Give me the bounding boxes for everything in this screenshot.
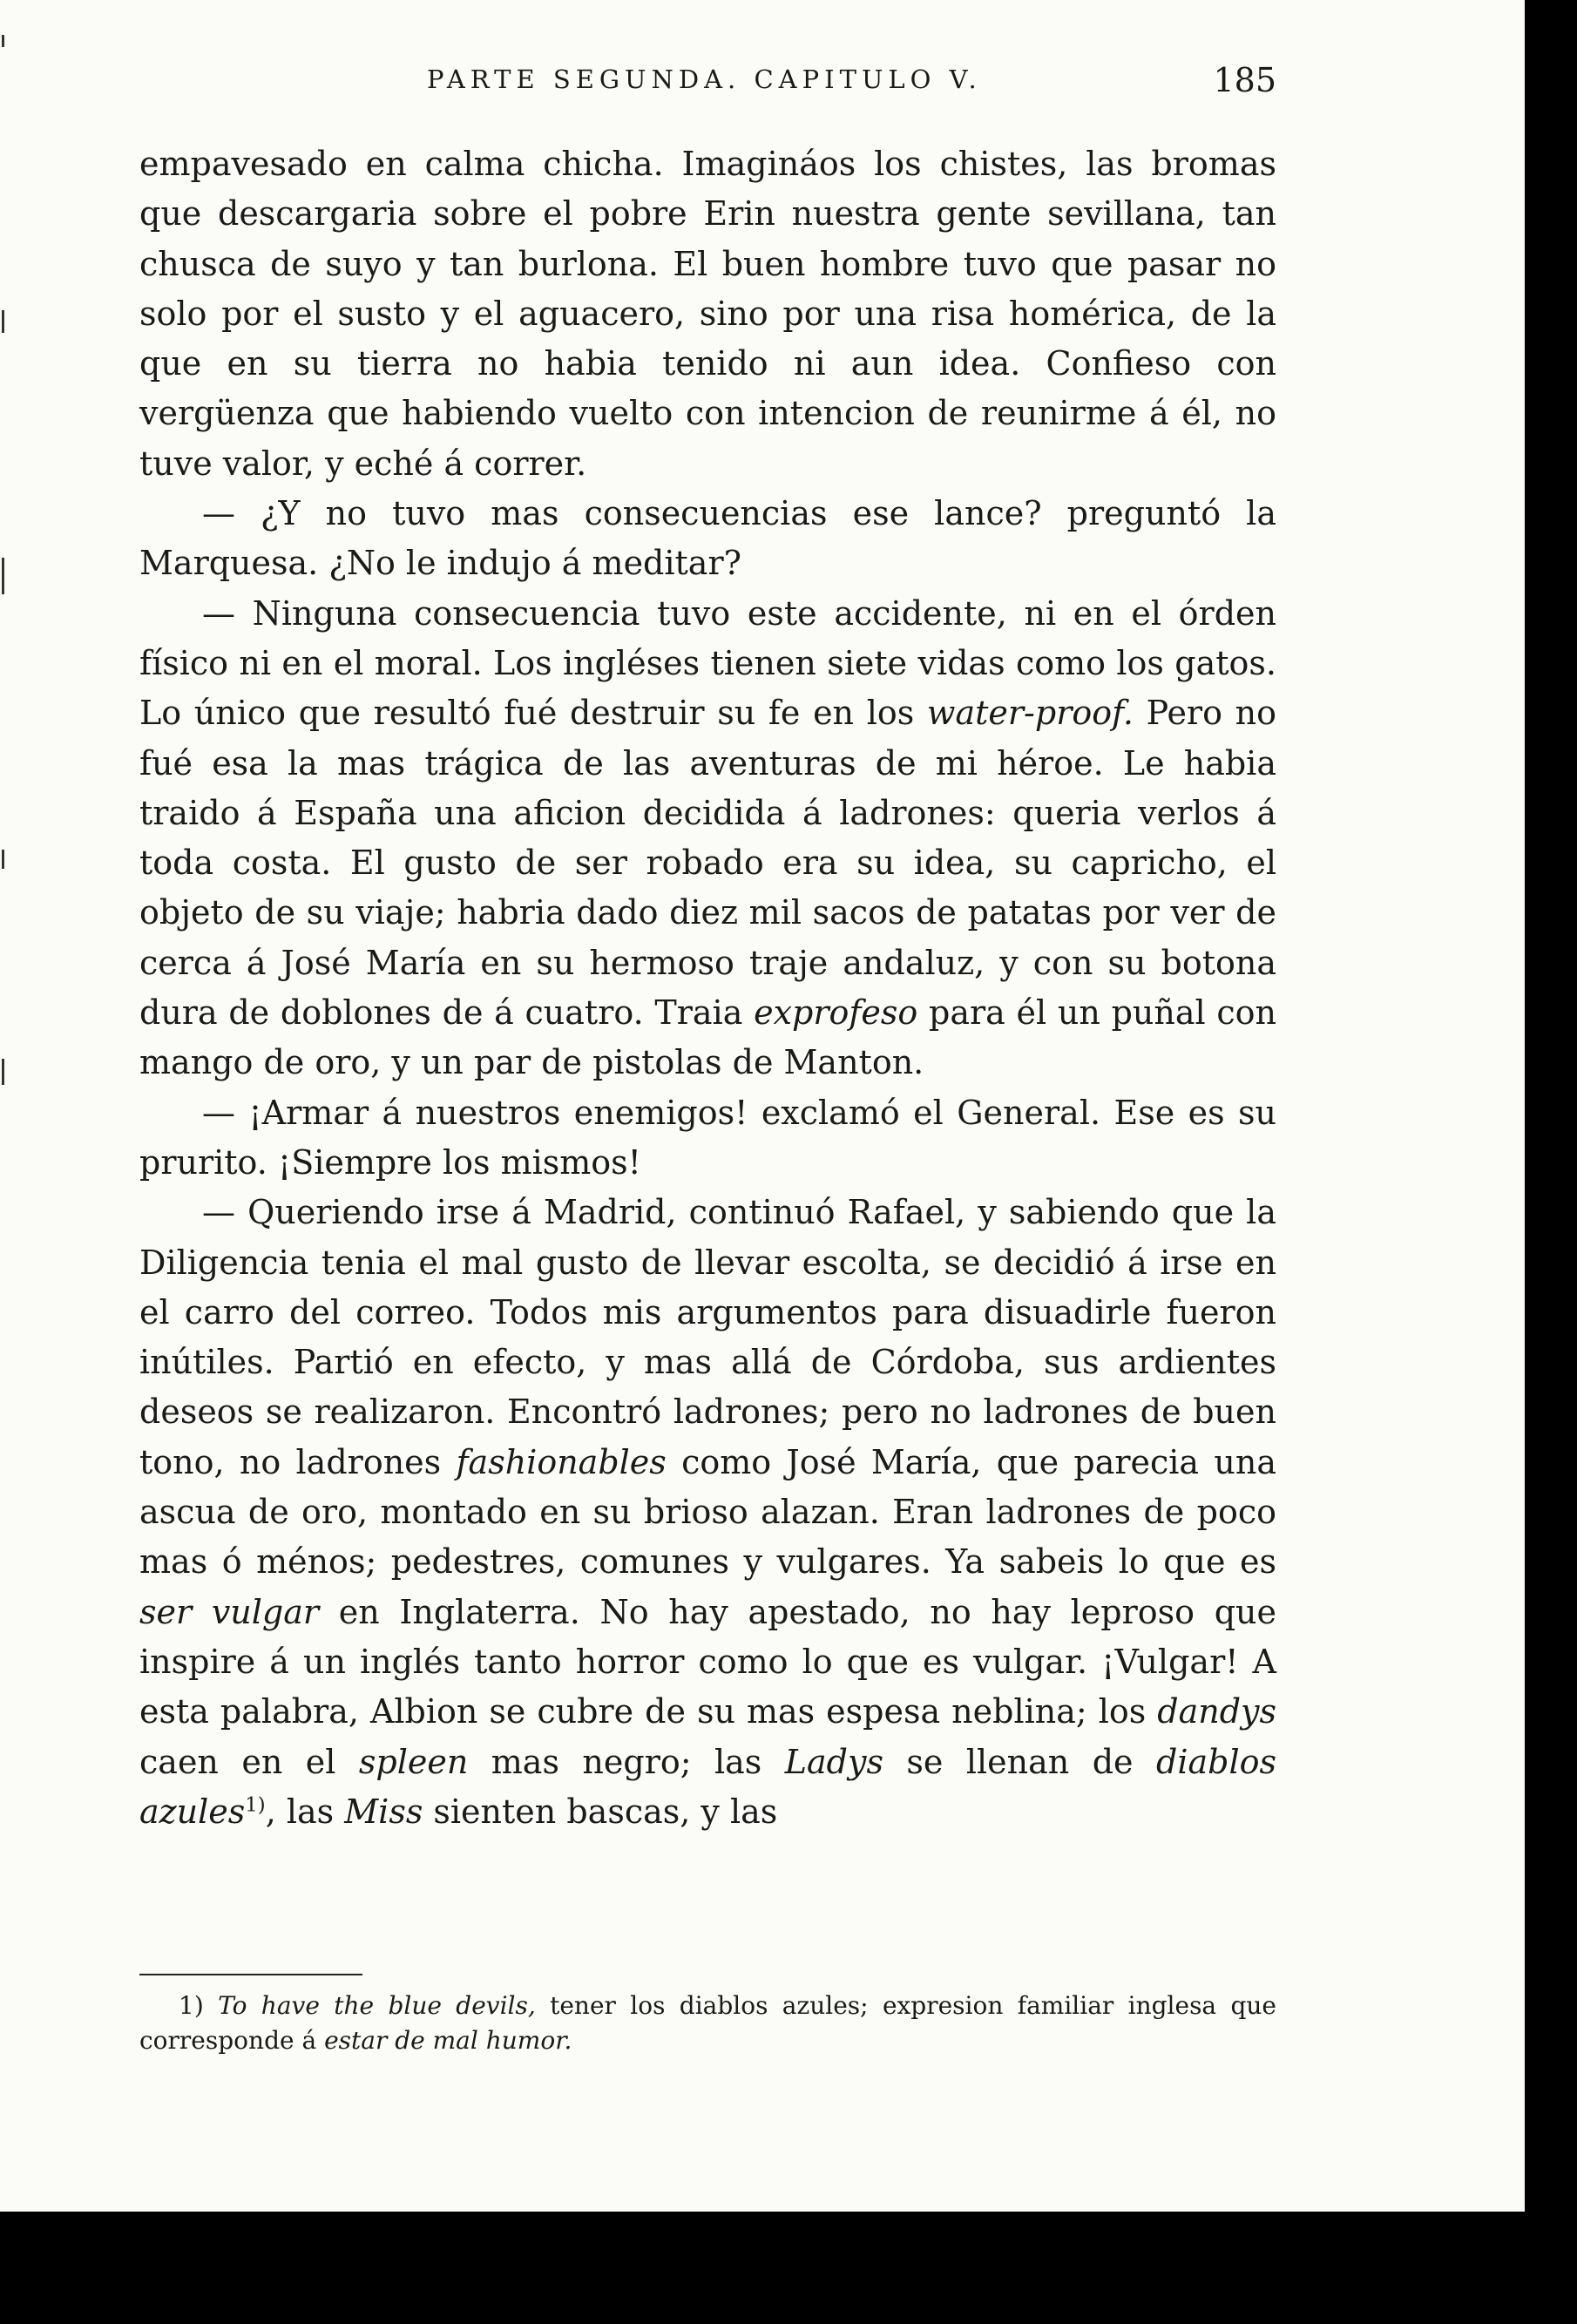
text-run: — Queriendo irse á Madrid, continuó Rafael, y sabiendo que la Diligencia tenia el mal gusto de llevar escolta, se decidió á irse en el carro del correo. Todos mis argumentos para disuadirle fueron inútiles. Partió en efecto, y mas allá de Córdoba, sus ardientes deseos se realizaron. Encontró ladrones; pero no ladrones de buen tono, no ladrones [139, 1193, 1276, 1481]
text-run: — ¿Y no tuvo mas consecuencias ese lance? preguntó la Marquesa. ¿No le indujo á meditar? [139, 494, 1276, 583]
text-run: en Inglaterra. No hay apestado, no hay leproso que inspire á un inglés tanto horror como lo que es vulgar. ¡Vulgar! A esta palabra, Albion se cubre de su mas espesa neblina; los [139, 1592, 1276, 1731]
italic-term: Miss [344, 1792, 423, 1831]
scan-margin-mark [2, 558, 4, 594]
text-run: caen en el [139, 1742, 359, 1781]
italic-term: dandys [1157, 1692, 1276, 1731]
text-run: mas negro; las [468, 1742, 785, 1781]
running-title: PARTE SEGUNDA. CAPITULO V. [427, 64, 982, 94]
italic-term: Ladys [784, 1742, 883, 1781]
paragraph [139, 489, 1276, 589]
scan-margin-mark [2, 35, 4, 47]
text-run: se llenan de [883, 1742, 1156, 1781]
page-number: 185 [1213, 61, 1276, 99]
footnote-text: tener los diablos azules; expresion familiar inglesa que corresponde á [139, 1991, 1276, 2055]
italic-term: ser vulgar [139, 1592, 320, 1631]
scan-margin-mark [2, 1059, 4, 1085]
italic-term: exprofeso [754, 993, 918, 1033]
page-header [139, 61, 1276, 113]
scan-margin-mark [2, 310, 4, 333]
footnote-italic-lead: To have the blue devils, [218, 1991, 536, 2020]
footnote-marker: 1) [179, 1991, 204, 2020]
text-run: , las [265, 1792, 345, 1831]
footnote-italic-tail: estar de mal humor. [324, 2026, 572, 2055]
text-run: — ¡Armar á nuestros enemigos! exclamó el General. Ese es su prurito. ¡Siempre los mismos! [139, 1093, 1276, 1182]
body-text [139, 139, 1276, 1837]
paragraph [139, 1088, 1276, 1189]
scan-margin-mark [2, 850, 4, 869]
footnote-divider [139, 1974, 362, 1975]
text-run: sienten bascas, y las [423, 1792, 778, 1831]
footnote [139, 1989, 1276, 2058]
text-run: como José María, que parecia una ascua de oro, montado en su brioso alazan. Eran ladrones de poco mas ó ménos; pedestres, comunes y vulgares. Ya sabeis lo que es [139, 1442, 1276, 1582]
text-run: Pero no fué esa la mas trágica de las aventuras de mi héroe. Le habia traido á España una aficion decidida á ladrones: queria verlos á toda costa. El gusto de ser robado era su idea, su capricho, el objeto de su viaje; habria dado diez mil sacos de patatas por ver de cerca á José María en su hermoso traje andaluz, y con su botona dura de doblones de á cuatro. Traia [139, 694, 1276, 1033]
italic-term: diablos azules [139, 1742, 1276, 1831]
paragraph [139, 139, 1276, 489]
italic-term: fashionables [456, 1442, 667, 1481]
text-run: — Ninguna consecuencia tuvo este accidente, ni en el órden físico ni en el moral. Los ingléses tienen siete vidas como los gatos. Lo único que resultó fué destruir su fe en los [139, 593, 1276, 733]
text-run: para él un puñal con mango de oro, y un par de pistolas de Manton. [139, 993, 1276, 1082]
paragraph [139, 589, 1276, 1088]
footnote-reference: 1) [245, 1793, 266, 1817]
text-run: empavesado en calma chicha. Imagináos los chistes, las bromas que descargaria sobre el pobre Erin nuestra gente sevillana, tan chusca de suyo y tan burlona. El buen hombre tuvo que pasar no solo por el susto y el aguacero, sino por una risa homérica, de la que en su tierra no habia tenido ni aun idea. Confieso con vergüenza que habiendo vuelto con intencion de reunirme á él, no tuve valor, y eché á correr. [139, 145, 1276, 483]
paragraph [139, 1188, 1276, 1837]
italic-term: water-proof. [926, 694, 1134, 733]
italic-term: spleen [358, 1742, 469, 1781]
